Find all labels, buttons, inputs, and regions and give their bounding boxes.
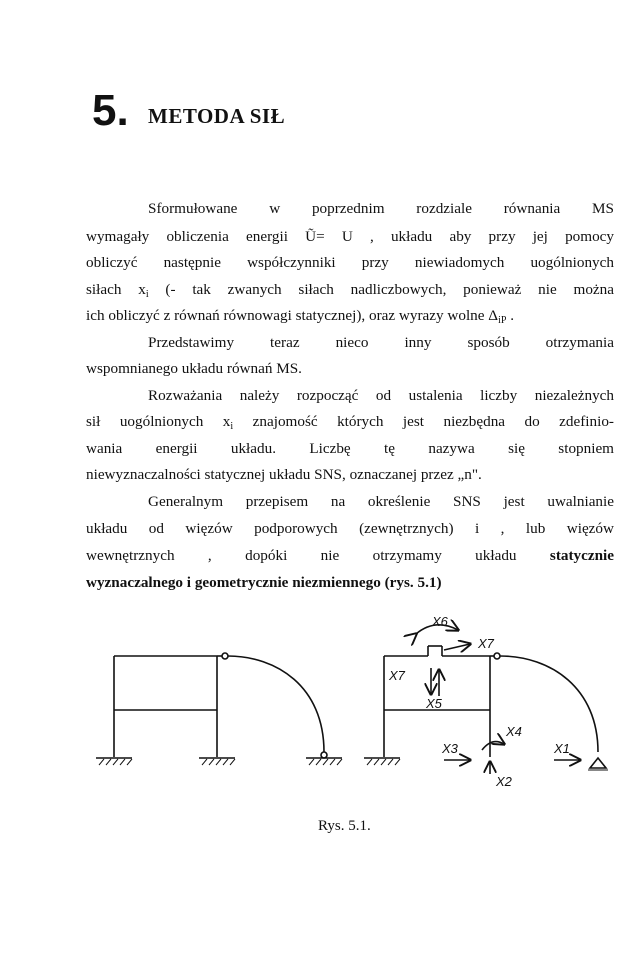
paragraph-line: wymagały obliczenia energii Ũ= U , układu aby przy jej pomocy xyxy=(86,228,615,245)
paragraph-line: Przedstawimy teraz nieco inny sposób otrzymania xyxy=(148,334,614,351)
force-label: X2 xyxy=(496,774,512,789)
paragraph-line: sił uogólnionych $x_i$ znajomość których jest niezbędna do zdefinio- xyxy=(86,413,614,432)
force-label: X4 xyxy=(506,724,522,739)
force-label: X7 xyxy=(478,636,494,651)
paragraph-line: niewyznaczalności statycznej układu SNS, oznaczanej przez „n". xyxy=(86,466,482,483)
paragraph-line: Sformułowane w poprzednim rozdziale równania MS xyxy=(148,200,614,217)
left-frame xyxy=(96,653,342,765)
paragraph-line: siłach $x_i$ (- tak zwanych siłach nadliczbowych, ponieważ nie można xyxy=(86,281,614,300)
figure-frames xyxy=(86,612,626,797)
force-label: X3 xyxy=(442,741,458,756)
chapter-number: 5. xyxy=(92,86,129,135)
paragraph-line: wyznaczalnego i geometrycznie niezmiennego (rys. 5.1) xyxy=(86,574,442,591)
chapter-heading xyxy=(92,86,286,136)
paragraph-line: wspomnianego układu równań MS. xyxy=(86,360,302,377)
paragraph-line: wewnętrznych , dopóki nie otrzymamy układu statycznie xyxy=(86,547,615,564)
chapter-title: METODA SIŁ xyxy=(148,104,286,128)
force-label: X5 xyxy=(426,696,442,711)
force-label: X1 xyxy=(554,741,570,756)
paragraph-line: wania energii układu. Liczbę tę nazywa się stopniem xyxy=(86,440,614,457)
paragraph-line: układu od więzów podporowych (zewnętrznych) i , lub więzów xyxy=(86,520,614,537)
paragraph-line: Generalnym przepisem na określenie SNS jest uwalnianie xyxy=(148,493,614,510)
figure-caption: Rys. 5.1. xyxy=(318,818,371,834)
paragraph-line: Rozważania należy rozpocząć od ustalenia liczby niezależnych xyxy=(148,387,614,404)
energy-symbol: Ũ xyxy=(305,228,317,245)
force-label: X6 xyxy=(432,614,448,629)
paragraph-line: obliczyć następnie współczynniki przy niewiadomych uogólnionych xyxy=(86,254,614,271)
paragraph-line: ich obliczyć z równań równowagi statycznej), oraz wyrazy wolne $\Delta_{iP}$ . xyxy=(86,307,515,326)
force-label: X7 xyxy=(389,668,405,683)
